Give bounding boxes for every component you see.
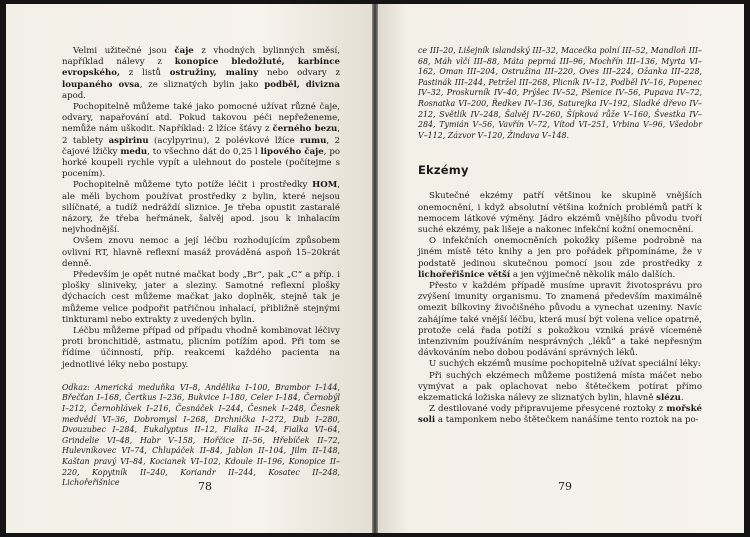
emphasis-text: rumu <box>300 135 327 146</box>
right-paragraph <box>418 191 702 236</box>
emphasis-text: lichořeřišnice větší <box>418 269 511 280</box>
left-paragraph <box>62 46 340 102</box>
body-text: . <box>680 393 684 403</box>
left-page-body <box>62 46 340 371</box>
body-text: Při suchých ekzémech můžeme postižená místa máčet nebo vymývat a pak oplachovat nebo štětečkem potírat přímo ekzematická ložiska nálevy ze sliznatých bylin, hlavně <box>418 370 702 403</box>
body-text: Z destilované vody připravujeme přesycené roztoky z <box>429 404 667 415</box>
body-text: Ovšem znovu nemoc a její léčbu rozhodujícím způsobem ovlivní RT, hlavně reflexní masáž prováděná aspoň 15–20krát denně. <box>62 236 340 269</box>
left-page <box>6 4 372 533</box>
body-text: O infekčních onemocněních pokožky píšeme podrobně na jiném místě této knihy a jen pro pořádek připomínáme, že v podstatě jedinou skutečnou pomocí jsou zde prostředky z <box>418 236 702 269</box>
body-text: Pochopitelně můžeme tyto potíže léčit i prostředky <box>73 180 313 191</box>
emphasis-text: čaje <box>174 46 194 56</box>
emphasis-text: mořské soli <box>418 404 702 426</box>
body-text: Přesto v každém případě musíme upravit životosprávu pro zvýšení imunity organismu. To znamená především maximálně omezit bílkoviny živočišného původu a vynechat uzeniny. Navíc zahájíme také vnější léčbu, která musí být volena velice opatrně, protože celá řada potíží s pokožkou vzniká právě víceméně intenzivním používáním nesprávných „léků“ a také nepřesným dávkováním nebo dobou podávání správných léků. <box>418 280 702 359</box>
left-paragraph <box>62 270 340 326</box>
body-text: U suchých ekzémů musíme pochopitelně užívat speciální léky: <box>429 359 701 370</box>
left-paragraph <box>62 326 340 371</box>
right-paragraph <box>418 281 702 359</box>
body-text: Léčbu můžeme případ od případu vhodně kombinovat léčivy proti bronchitidě, astmatu, plicním potížím apod. Při tom se řídíme účinností, příp. reakcemi každého pacienta na jednotlivé léky nebo postupy. <box>62 326 340 370</box>
emphasis-text: loupaného ovsa <box>62 79 140 90</box>
body-text: , 2 čajové lžičky <box>62 135 341 157</box>
right-paragraph <box>418 371 702 405</box>
body-text: Pochopitelně můžeme také jako pomocné užívat různé čaje, odvary, napařování atd. Pokud takovou péči nepřeženeme, nemůže nám uškodit. Například: 2 lžíce šťávy z <box>62 102 340 135</box>
left-paragraph <box>62 102 340 180</box>
body-text: , to všechno dát do 0,25 l <box>147 146 261 157</box>
body-text: nebo odvary z <box>258 68 341 79</box>
emphasis-text: ostružiny, maliny <box>169 68 259 79</box>
right-paragraph <box>418 404 702 426</box>
left-paragraph <box>62 180 340 236</box>
right-paragraph <box>418 236 702 281</box>
left-page-number: 78 <box>198 480 212 493</box>
right-page-reference-continuation: ce III–20, Lišejník islandský III–32, Macečka polní III–52, Mandloň III–68, Máh vlčí III–88, Máta peprná III–96, Mochřín III–136, Myrta VI–162, Oman III–204, Ostružina III–220, Oves III–224, Ožanka III–228, Pastinák III–244, Petržel III–268, Plicník IV–12, Podběl IV–16, Popenec IV–32, Proskurník IV–40, Prýšec IV–52, Pšenice IV–56, Pupava IV–72, Rosnatka VI–200, Ředkev IV–136, Saturejka IV–192, Sladké dřevo IV–212, Světlík IV–248, Šalvěj IV–260, Šípková růže V–160, Švestka IV–284, Tymián V–56, Vavřín V–72, Vítod VI–251, Vrbina V–96, Všedobr V–112, Zázvor V–120, Žindava V–148. <box>418 46 702 140</box>
left-paragraph <box>62 236 340 270</box>
right-page-body <box>418 191 702 426</box>
body-text: a tamponkem nebo štětečkem nanášíme tento roztok na po- <box>435 415 699 426</box>
body-text: Velmi užitečné jsou <box>73 46 175 56</box>
book-spread <box>6 4 744 533</box>
emphasis-text: podběl, divizna <box>264 79 340 90</box>
body-text: a jen výjimečně několik málo dalších. <box>510 269 676 280</box>
emphasis-text: lipového čaje <box>260 146 324 157</box>
left-page-references: Odkaz: Americká meduňka VI–8, Andělika I–100, Brambor I–144, Břečťan I–168, Čertkus I–236, Bukvice I–180, Celer I–184, Černobýl I–212, Černohlávek I–216, Česnáček I–244, Česnek I–248, Česnek medvědí VI–36, Dobromysl I–268, Drchnička I–272, Dub I–280, Dvouzubec I–284, Eukalyptus II–12, Fialka II–24, Fialka VI–64, Grindelie VI–48, Habr V–158, Hořčice II–56, Hřebíček II–72, Hulevníkovec VI–74, Chlupáček II–84, Jablon II–104, Jilm II–148, Kaštan pravý VI–84, Kocianek VI–102, Kdoule II–196, Konopice II–220, Kopytník II–240, Koriandr II–244, Kosatec II–248, Lichořeřišnice <box>62 382 340 488</box>
emphasis-text: medu <box>120 146 148 157</box>
body-text: z listů <box>119 68 170 79</box>
body-text: apod. <box>62 90 87 101</box>
body-text: , po horké koupeli rychle vypít a ulehnout do postele (počítejme s pocením). <box>62 146 340 180</box>
body-text: Především je opět nutné mačkat body „Br“, pak „C“ a příp. i plošky sliniveky, jater a sleziny. Samotné reflexní plošky dýchacích cest můžeme mačkat jako doplněk, stejně tak je můžeme velice podpořit patřičnou inhalací, přibližně stejnými tinkturami nebo extrakty z uvedených bylin. <box>62 270 340 325</box>
body-text: , ale měli bychom používat prostředky z bylin, které nejsou silíčnaté, a tudíž nedráždí sliznice. Je třeba opustit zastaralé názory, že třeba heřmánek, šalvěj apod. jsou k inhalacím nejvhodnější. <box>62 180 340 236</box>
body-text: , 2 tablety <box>62 124 340 146</box>
right-page <box>378 4 744 533</box>
body-text: Skutečné ekzémy patří většinou ke skupině vnějších onemocnění, i když absolutní většina kožních problémů patří k nemocem látkové výměny. Jádro ekzémů vnějšího původu tvoří suché ekzémy, pak lišeje a nakonec infekční kožní onemocnění. <box>418 191 702 235</box>
emphasis-text: aspirinu <box>108 135 149 146</box>
emphasis-text: slézu <box>656 393 681 403</box>
body-text: (acylpyrinu), 2 polévkové lžíce <box>148 135 301 146</box>
emphasis-text: HOM <box>312 180 338 191</box>
right-paragraph <box>418 359 702 370</box>
right-page-number: 79 <box>558 480 572 493</box>
emphasis-text: konopice bledožluté, karbince evropského, <box>62 57 340 79</box>
body-text: , ze sliznatých bylin jako <box>139 79 265 90</box>
section-heading: Ekzémy <box>418 163 469 178</box>
emphasis-text: černého bezu <box>272 124 338 135</box>
body-text: z vhodných bylinných směsí, například nálevy z <box>62 46 340 68</box>
